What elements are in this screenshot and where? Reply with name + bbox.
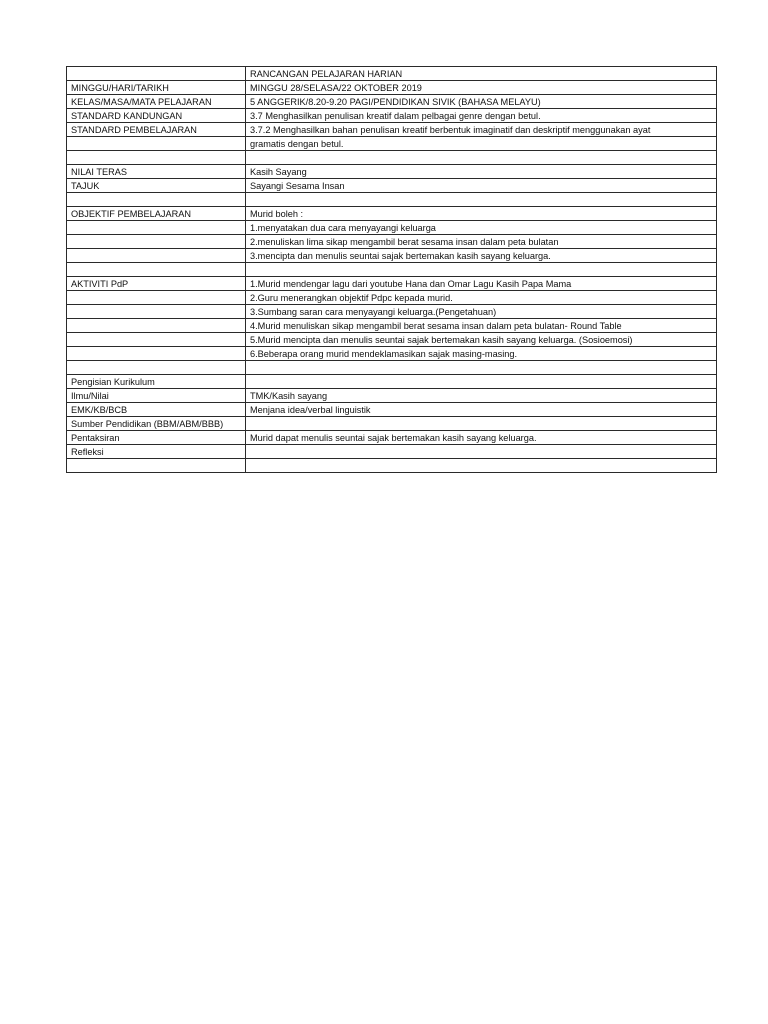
table-row — [67, 193, 717, 207]
row-label-cell: STANDARD KANDUNGAN — [67, 109, 246, 123]
row-value-cell: 1.Murid mendengar lagu dari youtube Hana dan Omar Lagu Kasih Papa Mama — [246, 277, 717, 291]
table-row — [67, 459, 717, 473]
row-label-cell — [67, 137, 246, 151]
table-row — [67, 179, 717, 193]
row-label-cell — [67, 459, 246, 473]
row-value-cell: Menjana idea/verbal linguistik — [246, 403, 717, 417]
table-row — [67, 95, 717, 109]
table-row — [67, 249, 717, 263]
table-row — [67, 67, 717, 81]
table-row — [67, 207, 717, 221]
row-label-cell: EMK/KB/BCB — [67, 403, 246, 417]
row-value-cell: 3.7 Menghasilkan penulisan kreatif dalam pelbagai genre dengan betul. — [246, 109, 717, 123]
row-value-cell — [246, 193, 717, 207]
row-label-cell — [67, 291, 246, 305]
row-value-cell: 2.menuliskan lima sikap mengambil berat sesama insan dalam peta bulatan — [246, 235, 717, 249]
row-label-cell: AKTIVITI PdP — [67, 277, 246, 291]
row-label-cell: STANDARD PEMBELAJARAN — [67, 123, 246, 137]
table-row — [67, 389, 717, 403]
row-label-cell — [67, 151, 246, 165]
table-row — [67, 123, 717, 137]
row-label-cell: Pengisian Kurikulum — [67, 375, 246, 389]
lesson-plan-body — [67, 67, 717, 473]
table-row — [67, 221, 717, 235]
table-row — [67, 403, 717, 417]
row-label-cell: Ilmu/Nilai — [67, 389, 246, 403]
row-label-cell — [67, 333, 246, 347]
table-row — [67, 291, 717, 305]
row-label-cell — [67, 263, 246, 277]
lesson-plan-table — [66, 66, 717, 473]
row-label-cell — [67, 67, 246, 81]
table-row — [67, 445, 717, 459]
row-value-cell: 5.Murid mencipta dan menulis seuntai sajak bertemakan kasih sayang keluarga. (Sosioemosi) — [246, 333, 717, 347]
row-label-cell — [67, 347, 246, 361]
row-value-cell: 3.Sumbang saran cara menyayangi keluarga.(Pengetahuan) — [246, 305, 717, 319]
table-row — [67, 81, 717, 95]
row-value-cell: Murid dapat menulis seuntai sajak bertemakan kasih sayang keluarga. — [246, 431, 717, 445]
table-row — [67, 347, 717, 361]
table-row — [67, 305, 717, 319]
row-label-cell — [67, 235, 246, 249]
row-value-cell — [246, 263, 717, 277]
row-value-cell: 3.7.2 Menghasilkan bahan penulisan kreatif berbentuk imaginatif dan deskriptif menggunakan ayat — [246, 123, 717, 137]
table-row — [67, 375, 717, 389]
row-value-cell: 5 ANGGERIK/8.20-9.20 PAGI/PENDIDIKAN SIVIK (BAHASA MELAYU) — [246, 95, 717, 109]
row-value-cell: TMK/Kasih sayang — [246, 389, 717, 403]
table-row — [67, 417, 717, 431]
row-label-cell: OBJEKTIF PEMBELAJARAN — [67, 207, 246, 221]
row-value-cell — [246, 459, 717, 473]
table-row — [67, 333, 717, 347]
row-value-cell: 3.mencipta dan menulis seuntai sajak bertemakan kasih sayang keluarga. — [246, 249, 717, 263]
row-label-cell — [67, 319, 246, 333]
table-row — [67, 109, 717, 123]
table-row — [67, 151, 717, 165]
row-value-cell: 4.Murid menuliskan sikap mengambil berat sesama insan dalam peta bulatan- Round Table — [246, 319, 717, 333]
row-value-cell: Murid boleh : — [246, 207, 717, 221]
row-value-cell: gramatis dengan betul. — [246, 137, 717, 151]
row-value-cell: RANCANGAN PELAJARAN HARIAN — [246, 67, 717, 81]
table-row — [67, 361, 717, 375]
row-value-cell — [246, 151, 717, 165]
table-row — [67, 137, 717, 151]
row-label-cell — [67, 193, 246, 207]
row-value-cell — [246, 417, 717, 431]
row-label-cell — [67, 361, 246, 375]
row-value-cell — [246, 375, 717, 389]
row-value-cell: 6.Beberapa orang murid mendeklamasikan sajak masing-masing. — [246, 347, 717, 361]
row-label-cell: Refleksi — [67, 445, 246, 459]
row-label-cell — [67, 249, 246, 263]
table-row — [67, 431, 717, 445]
row-label-cell: Pentaksiran — [67, 431, 246, 445]
row-value-cell: MINGGU 28/SELASA/22 OKTOBER 2019 — [246, 81, 717, 95]
table-row — [67, 165, 717, 179]
row-value-cell: 1.menyatakan dua cara menyayangi keluarga — [246, 221, 717, 235]
row-label-cell: KELAS/MASA/MATA PELAJARAN — [67, 95, 246, 109]
row-value-cell — [246, 445, 717, 459]
table-row — [67, 319, 717, 333]
row-label-cell: MINGGU/HARI/TARIKH — [67, 81, 246, 95]
table-row — [67, 263, 717, 277]
row-label-cell: NILAI TERAS — [67, 165, 246, 179]
table-row — [67, 235, 717, 249]
row-value-cell: Kasih Sayang — [246, 165, 717, 179]
row-value-cell: Sayangi Sesama Insan — [246, 179, 717, 193]
row-value-cell: 2.Guru menerangkan objektif Pdpc kepada murid. — [246, 291, 717, 305]
row-label-cell — [67, 221, 246, 235]
table-row — [67, 277, 717, 291]
row-label-cell: TAJUK — [67, 179, 246, 193]
row-label-cell — [67, 305, 246, 319]
row-value-cell — [246, 361, 717, 375]
row-label-cell: Sumber Pendidikan (BBM/ABM/BBB) — [67, 417, 246, 431]
